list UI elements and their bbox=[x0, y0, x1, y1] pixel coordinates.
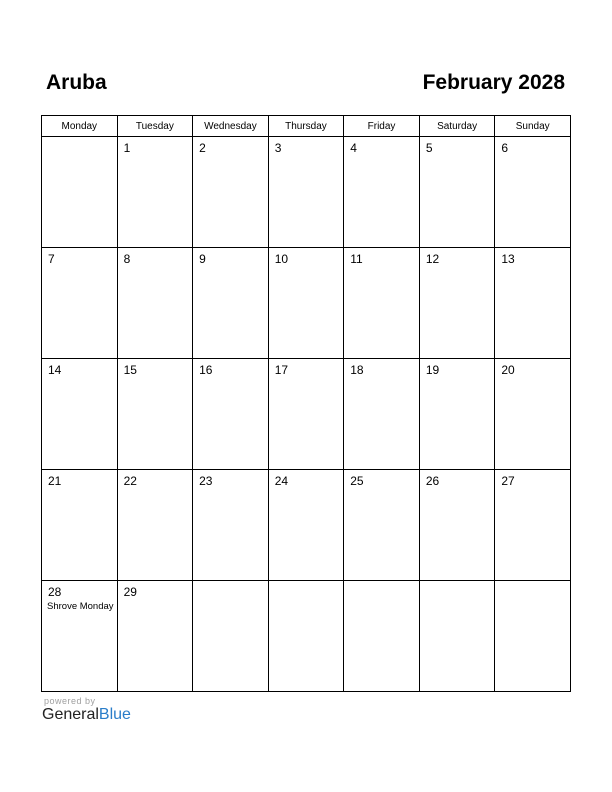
country-title: Aruba bbox=[46, 71, 107, 94]
day-cell bbox=[495, 359, 571, 470]
day-number: 20 bbox=[501, 363, 515, 377]
week-row bbox=[42, 470, 571, 581]
day-number: 14 bbox=[48, 363, 62, 377]
day-cell bbox=[344, 359, 420, 470]
day-cell bbox=[117, 581, 193, 692]
day-number: 26 bbox=[425, 474, 440, 488]
day-cell bbox=[419, 581, 495, 692]
brand-blue: Blue bbox=[98, 706, 131, 723]
day-cell bbox=[344, 470, 420, 581]
day-number: 29 bbox=[123, 585, 137, 599]
day-cell bbox=[268, 470, 344, 581]
day-number: 22 bbox=[123, 474, 137, 488]
day-cell bbox=[268, 137, 344, 248]
day-number: 7 bbox=[48, 252, 55, 266]
day-number: 10 bbox=[274, 252, 289, 266]
day-number: 11 bbox=[350, 252, 363, 266]
powered-by-text: powered by bbox=[44, 696, 96, 706]
day-cell bbox=[344, 137, 420, 248]
day-cell bbox=[42, 581, 118, 692]
day-number: 19 bbox=[425, 363, 440, 377]
weekday-thursday: Thursday bbox=[268, 116, 344, 137]
day-number: 1 bbox=[123, 141, 131, 155]
footer-branding bbox=[42, 696, 131, 724]
day-cell bbox=[193, 359, 269, 470]
week-row bbox=[42, 248, 571, 359]
day-number: 5 bbox=[425, 141, 433, 155]
day-cell bbox=[193, 581, 269, 692]
day-cell bbox=[42, 470, 118, 581]
week-row bbox=[42, 359, 571, 470]
day-cell bbox=[117, 470, 193, 581]
day-cell bbox=[117, 137, 193, 248]
day-cell bbox=[419, 137, 495, 248]
day-number: 18 bbox=[350, 363, 364, 377]
day-number: 6 bbox=[501, 141, 509, 155]
day-cell bbox=[344, 581, 420, 692]
weekday-wednesday: Wednesday bbox=[193, 116, 269, 137]
week-row bbox=[42, 581, 571, 692]
day-cell bbox=[193, 137, 269, 248]
day-cell bbox=[42, 137, 118, 248]
day-number bbox=[495, 581, 570, 585]
day-number: 24 bbox=[274, 474, 289, 488]
weekday-monday: Monday bbox=[42, 116, 118, 137]
day-number: 27 bbox=[501, 474, 515, 488]
day-cell bbox=[495, 581, 571, 692]
day-cell bbox=[419, 470, 495, 581]
day-cell bbox=[495, 470, 571, 581]
day-number: 28 bbox=[48, 585, 62, 599]
day-number: 16 bbox=[199, 363, 213, 377]
day-number bbox=[269, 581, 344, 585]
month-year-title: February 2028 bbox=[422, 71, 565, 94]
weekday-saturday: Saturday bbox=[419, 116, 495, 137]
day-number: 3 bbox=[274, 141, 282, 155]
day-cell bbox=[268, 581, 344, 692]
calendar-grid bbox=[41, 115, 571, 692]
day-number: 23 bbox=[199, 474, 213, 488]
day-cell bbox=[419, 248, 495, 359]
day-cell bbox=[193, 248, 269, 359]
day-number bbox=[193, 581, 268, 585]
day-cell bbox=[42, 248, 118, 359]
day-number: 13 bbox=[501, 252, 515, 266]
day-number bbox=[420, 581, 495, 585]
day-cell bbox=[419, 359, 495, 470]
day-number: 2 bbox=[199, 141, 206, 155]
weekday-sunday: Sunday bbox=[495, 116, 571, 137]
brand-general: General bbox=[42, 706, 99, 723]
day-number: 9 bbox=[199, 252, 206, 266]
day-cell bbox=[495, 248, 571, 359]
day-cell bbox=[117, 359, 193, 470]
day-number bbox=[42, 137, 117, 141]
holiday-label: Shrove Monday bbox=[47, 601, 114, 612]
day-cell bbox=[495, 137, 571, 248]
week-row bbox=[42, 137, 571, 248]
day-cell bbox=[268, 359, 344, 470]
weekday-tuesday: Tuesday bbox=[117, 116, 193, 137]
generalblue-logo[interactable] bbox=[42, 706, 131, 724]
day-number: 4 bbox=[350, 141, 357, 155]
day-cell bbox=[193, 470, 269, 581]
day-number: 17 bbox=[274, 363, 289, 377]
day-number bbox=[344, 581, 419, 585]
day-cell bbox=[117, 248, 193, 359]
day-number: 12 bbox=[425, 252, 440, 266]
weekday-friday: Friday bbox=[344, 116, 420, 137]
day-cell bbox=[344, 248, 420, 359]
day-cell bbox=[42, 359, 118, 470]
day-cell bbox=[268, 248, 344, 359]
day-number: 15 bbox=[123, 363, 137, 377]
weekday-header-row bbox=[42, 116, 571, 137]
day-number: 21 bbox=[48, 474, 62, 488]
day-number: 25 bbox=[350, 474, 364, 488]
day-number: 8 bbox=[123, 252, 131, 266]
